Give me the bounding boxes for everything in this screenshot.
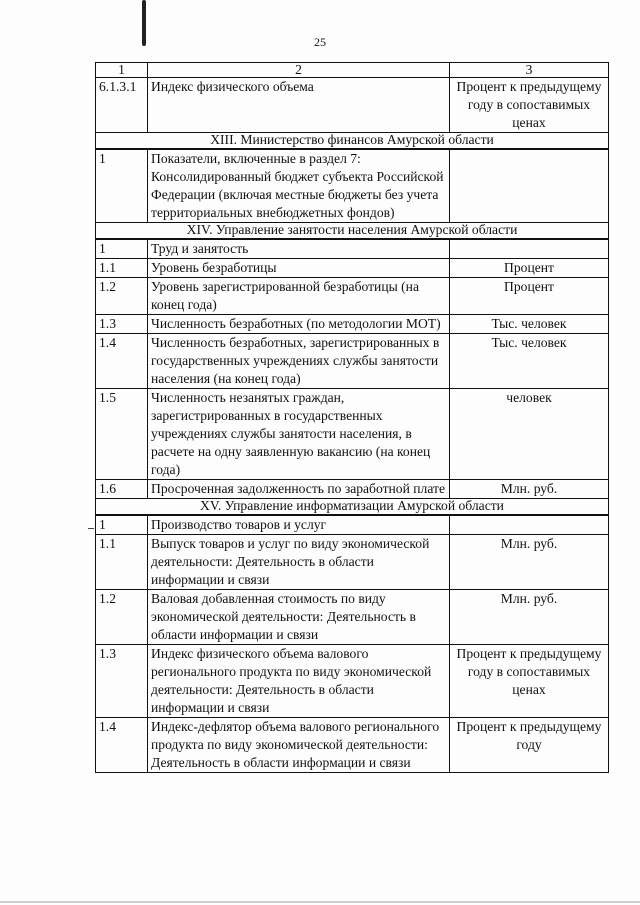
row-indicator: Показатели, включенные в раздел 7: Консолидированный бюджет субъекта Российской Федерации (включая местные бюджеты без учета территориальных внебюджетных фондов) <box>148 149 450 223</box>
table-row <box>96 590 609 645</box>
row-number: 1.5 <box>96 389 148 480</box>
row-unit: Процент к предыдущему году <box>450 718 609 773</box>
row-unit: Процент <box>450 278 609 315</box>
table-row <box>96 535 609 590</box>
row-indicator: Индекс-дефлятор объема валового регионального продукта по виду экономической деятельности: Деятельность в области информации и связи <box>148 718 450 773</box>
row-indicator: Валовая добавленная стоимость по виду экономической деятельности: Деятельность в области информации и связи <box>148 590 450 645</box>
row-indicator: Производство товаров и услуг <box>148 515 450 535</box>
row-number: 1 <box>96 149 148 223</box>
table-row <box>96 334 609 389</box>
section-title: XIII. Министерство финансов Амурской области <box>96 133 609 150</box>
table-row <box>96 515 609 535</box>
row-number: 1.3 <box>96 645 148 718</box>
row-unit: Процент к предыдущему году в сопоставимых ценах <box>450 78 609 133</box>
row-indicator: Численность незанятых граждан, зарегистрированных в государственных учреждениях службы занятости населения, в расчете на одну заявленную вакансию (на конец года) <box>148 389 450 480</box>
section-header-row <box>96 499 609 516</box>
table-row <box>96 239 609 259</box>
table-row <box>96 718 609 773</box>
row-number: 6.1.3.1 <box>96 78 148 133</box>
table-row <box>96 389 609 480</box>
margin-tick <box>88 528 94 529</box>
row-indicator: Уровень зарегистрированной безработицы (на конец года) <box>148 278 450 315</box>
page-number: 25 <box>314 35 326 49</box>
row-indicator: Индекс физического объема <box>148 78 450 133</box>
table-header-row <box>96 63 609 78</box>
row-unit: Млн. руб. <box>450 590 609 645</box>
indicators-table <box>95 62 609 773</box>
row-indicator: Выпуск товаров и услуг по виду экономической деятельности: Деятельность в области информации и связи <box>148 535 450 590</box>
section-header-row <box>96 133 609 150</box>
row-number: 1.1 <box>96 535 148 590</box>
row-unit: Млн. руб. <box>450 535 609 590</box>
row-number: 1 <box>96 239 148 259</box>
row-number: 1.4 <box>96 718 148 773</box>
table-row <box>96 259 609 278</box>
section-header-row <box>96 223 609 240</box>
header-col-3: 3 <box>450 63 609 78</box>
row-indicator: Труд и занятость <box>148 239 450 259</box>
row-number: 1.3 <box>96 315 148 334</box>
row-number: 1.6 <box>96 480 148 499</box>
page-bottom-edge <box>0 901 640 903</box>
section-title: XV. Управление информатизации Амурской области <box>96 499 609 516</box>
row-unit: человек <box>450 389 609 480</box>
table-row <box>96 480 609 499</box>
row-unit <box>450 239 609 259</box>
row-number: 1.4 <box>96 334 148 389</box>
row-indicator: Уровень безработицы <box>148 259 450 278</box>
header-col-2: 2 <box>148 63 450 78</box>
row-indicator: Индекс физического объема валового регионального продукта по виду экономической деятельности: Деятельность в области информации и связи <box>148 645 450 718</box>
row-unit: Процент к предыдущему году в сопоставимых ценах <box>450 645 609 718</box>
row-unit: Тыс. человек <box>450 315 609 334</box>
section-title: XIV. Управление занятости населения Амурской области <box>96 223 609 240</box>
row-number: 1.2 <box>96 278 148 315</box>
table-row <box>96 149 609 223</box>
table-row <box>96 78 609 133</box>
row-unit: Процент <box>450 259 609 278</box>
row-indicator: Просроченная задолженность по заработной плате <box>148 480 450 499</box>
table-row <box>96 278 609 315</box>
row-unit <box>450 149 609 223</box>
row-unit <box>450 515 609 535</box>
row-number: 1 <box>96 515 148 535</box>
table-row <box>96 315 609 334</box>
row-indicator: Численность безработных, зарегистрированных в государственных учреждениях службы занятости населения (на конец года) <box>148 334 450 389</box>
row-indicator: Численность безработных (по методологии МОТ) <box>148 315 450 334</box>
row-unit: Тыс. человек <box>450 334 609 389</box>
row-number: 1.2 <box>96 590 148 645</box>
table-row <box>96 645 609 718</box>
row-unit: Млн. руб. <box>450 480 609 499</box>
row-number: 1.1 <box>96 259 148 278</box>
header-col-1: 1 <box>96 63 148 78</box>
